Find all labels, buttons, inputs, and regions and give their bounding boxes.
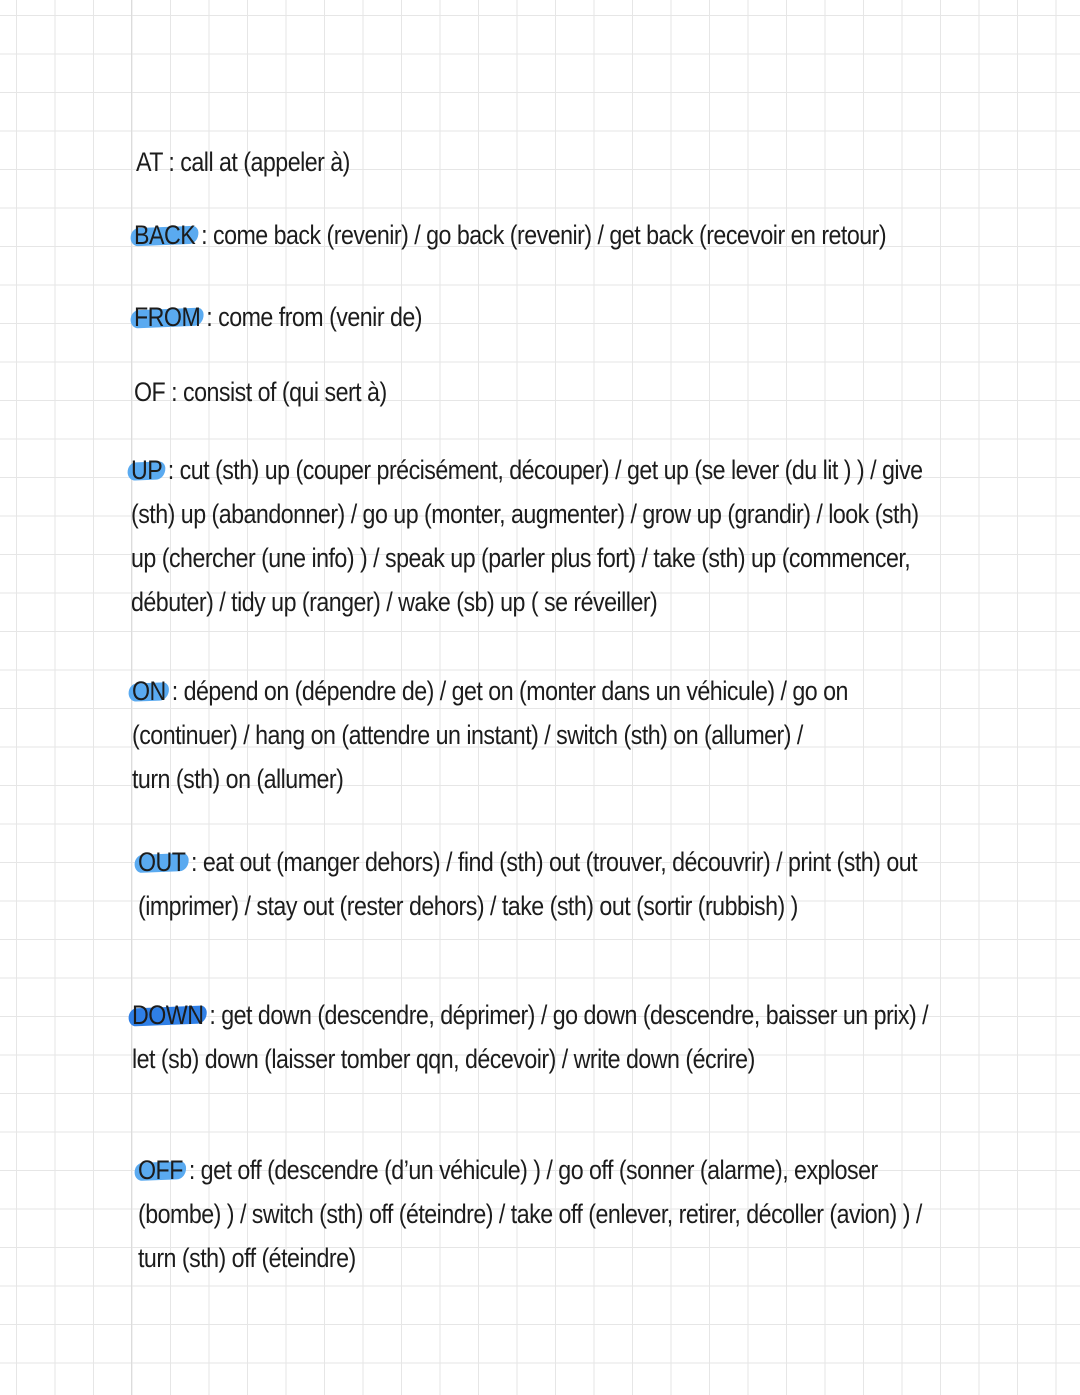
- entry-line: [134, 370, 387, 414]
- keyword-on: ON: [132, 676, 166, 706]
- entry-text: : come from (venir de): [200, 302, 422, 332]
- entry-line: (sth) up (abandonner) / go up (monter, augmenter) / grow up (grandir) / look (sth): [131, 499, 919, 529]
- entry-line: débuter) / tidy up (ranger) / wake (sb) up ( se réveiller): [131, 587, 658, 617]
- entry-text: : come back (revenir) / go back (revenir) / get back (recevoir en retour): [195, 220, 887, 250]
- entry-line: (continuer) / hang on (attendre un instant) / switch (sth) on (allumer) /: [132, 720, 803, 750]
- entry-line: [132, 993, 928, 1037]
- entry-line: up (chercher (une info) ) / speak up (parler plus fort) / take (sth) up (commencer,: [131, 543, 911, 573]
- entry-off: [138, 1148, 922, 1280]
- keyword-of: OF: [134, 377, 166, 407]
- keyword-up: UP: [131, 455, 162, 485]
- entry-line: turn (sth) on (allumer): [132, 764, 344, 794]
- entry-text: : dépend on (dépendre de) / get on (monter dans un véhicule) / go on: [165, 676, 848, 706]
- keyword-down: DOWN: [132, 1000, 204, 1030]
- keyword-at: AT: [136, 147, 163, 177]
- entry-text: : consist of (qui sert à): [165, 377, 387, 407]
- entry-line: turn (sth) off (éteindre): [138, 1243, 356, 1273]
- keyword-out: OUT: [138, 847, 186, 877]
- entry-line: (imprimer) / stay out (rester dehors) / take (sth) out (sortir (rubbish) ): [138, 891, 798, 921]
- entry-text: : get off (descendre (d’un véhicule) ) / go off (sonner (alarme), exploser: [182, 1155, 878, 1185]
- entry-line: [138, 1148, 922, 1192]
- entry-line: [134, 213, 886, 257]
- entry-out: [138, 840, 917, 928]
- keyword-from: FROM: [134, 302, 201, 332]
- entry-on: [132, 669, 848, 801]
- entry-from: [134, 295, 422, 339]
- entry-text: : get down (descendre, déprimer) / go down (descendre, baisser un prix) /: [203, 1000, 929, 1030]
- entry-text: : cut (sth) up (couper précisément, découper) / get up (se lever (du lit ) ) / give: [161, 455, 923, 485]
- entry-down: [132, 993, 928, 1081]
- entry-line: [131, 448, 922, 492]
- entry-text: : call at (appeler à): [162, 147, 350, 177]
- entry-up: [131, 448, 922, 624]
- entry-line: [134, 295, 422, 339]
- keyword-off: OFF: [138, 1155, 183, 1185]
- entry-text: : eat out (manger dehors) / find (sth) out (trouver, découvrir) / print (sth) out: [185, 847, 918, 877]
- entry-back: [134, 213, 886, 257]
- entry-line: (bombe) ) / switch (sth) off (éteindre) / take off (enlever, retirer, décoller (avion) ) /: [138, 1199, 922, 1229]
- entry-at: [136, 140, 350, 184]
- entry-line: let (sb) down (laisser tomber qqn, décevoir) / write down (écrire): [132, 1044, 755, 1074]
- entry-of: [134, 370, 387, 414]
- entry-line: [138, 840, 917, 884]
- entry-line: [136, 140, 350, 184]
- keyword-back: BACK: [134, 220, 196, 250]
- entry-line: [132, 669, 848, 713]
